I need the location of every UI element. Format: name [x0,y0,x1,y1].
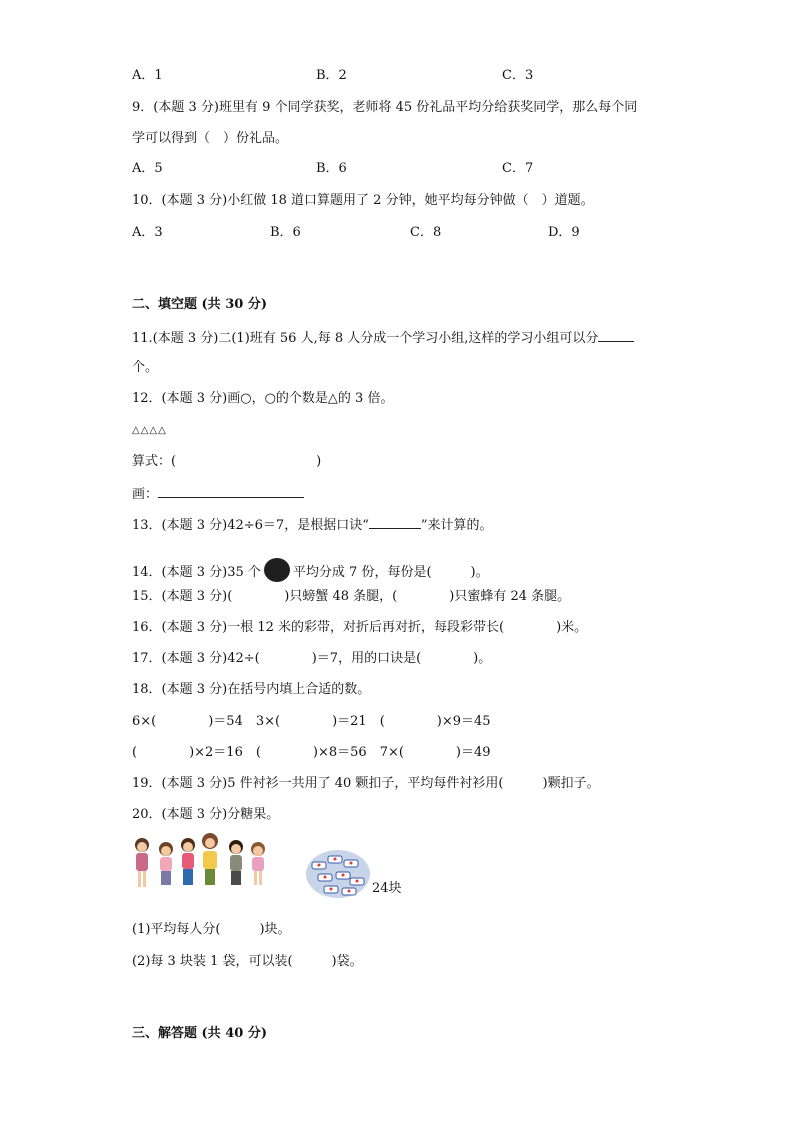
q13-pre: 13．(本题 3 分)42÷6＝7，是根据口诀“ [132,518,369,533]
q13-line [132,515,493,535]
q11-line2: 个。 [132,360,159,375]
q20-line1: 20．(本题 3 分)分糖果。 [132,807,280,822]
child-5 [229,840,243,885]
q8-option-b: B．2 [316,68,347,83]
q16-line: 16．(本题 3 分)一根 12 米的彩带，对折后再对折，每段彩带长( )米。 [132,620,588,635]
q10-option-d: D．9 [548,225,580,240]
q14-line [132,558,489,582]
q12-draw-blank[interactable] [158,484,304,498]
q15-line: 15．(本题 3 分)( )只螃蟹 48 条腿，( )只蜜蜂有 24 条腿。 [132,589,571,604]
q12-line1: 12．(本题 3 分)画○，○的个数是△的 3 倍。 [132,391,394,406]
q11-line1 [132,328,634,348]
q20-candy-count: 24块 [372,881,402,896]
q9-option-c: C．7 [502,161,534,176]
q17-line: 17．(本题 3 分)42÷( )＝7，用的口诀是( )。 [132,651,492,666]
q12-formula-label: 算式：( [132,454,177,469]
section2-title: 二、填空题 (共 30 分) [132,297,267,312]
child-6 [251,842,265,885]
section3-title: 三、解答题 (共 40 分) [132,1026,267,1041]
q11-answer-blank[interactable] [598,328,634,342]
q14-post: 平均分成 7 份，每份是( )。 [292,565,489,580]
q10-option-b: B．6 [270,225,301,240]
q18-row2: ( )×2＝16 ( )×8＝56 7×( )＝49 [132,745,491,760]
q8-option-a: A．1 [132,68,163,83]
q10-option-a: A．3 [132,225,163,240]
candy-blob-icon [264,558,290,582]
q12-draw [132,484,304,504]
q14-pre: 14．(本题 3 分)35 个 [132,565,261,580]
child-1 [135,838,149,887]
q18-row1: 6×( )＝54 3×( )＝21 ( )×9＝45 [132,714,491,729]
q19-line: 19．(本题 3 分)5 件衬衫一共用了 40 颗扣子，平均每件衬衫用( )颗扣子。 [132,776,600,791]
children-illustration [130,833,276,893]
q20-sub2: (2)每 3 块装 1 袋，可以装( )袋。 [132,954,363,969]
q10-line1: 10．(本题 3 分)小红做 18 道口算题用了 2 分钟，她平均每分钟做（ ）道题。 [132,193,594,208]
q13-answer-blank[interactable] [369,515,421,529]
child-3 [181,838,195,885]
child-2 [159,842,173,885]
q9-option-a: A．5 [132,161,163,176]
q10-option-c: C．8 [410,225,442,240]
q9-option-b: B．6 [316,161,347,176]
q20-sub1: (1)平均每人分( )块。 [132,922,291,937]
q11-text: 11.(本题 3 分)二(1)班有 56 人,每 8 人分成一个学习小组,这样的学习小组可以分 [132,331,599,346]
q18-line1: 18．(本题 3 分)在括号内填上合适的数。 [132,682,371,697]
q12-draw-label: 画： [132,487,159,502]
q12-triangles: △△△△ [132,425,167,436]
q9-line1: 9．(本题 3 分)班里有 9 个同学获奖，老师将 45 份礼品平均分给获奖同学，那么每个同 [132,100,638,115]
q8-option-c: C．3 [502,68,534,83]
q13-post: ”来计算的。 [420,518,493,533]
q12-formula-close: ) [316,454,322,469]
q9-line2: 学可以得到（ ）份礼品。 [132,131,289,146]
q12-formula [132,453,321,471]
candy-pile-illustration [304,838,372,902]
child-4 [202,833,218,885]
